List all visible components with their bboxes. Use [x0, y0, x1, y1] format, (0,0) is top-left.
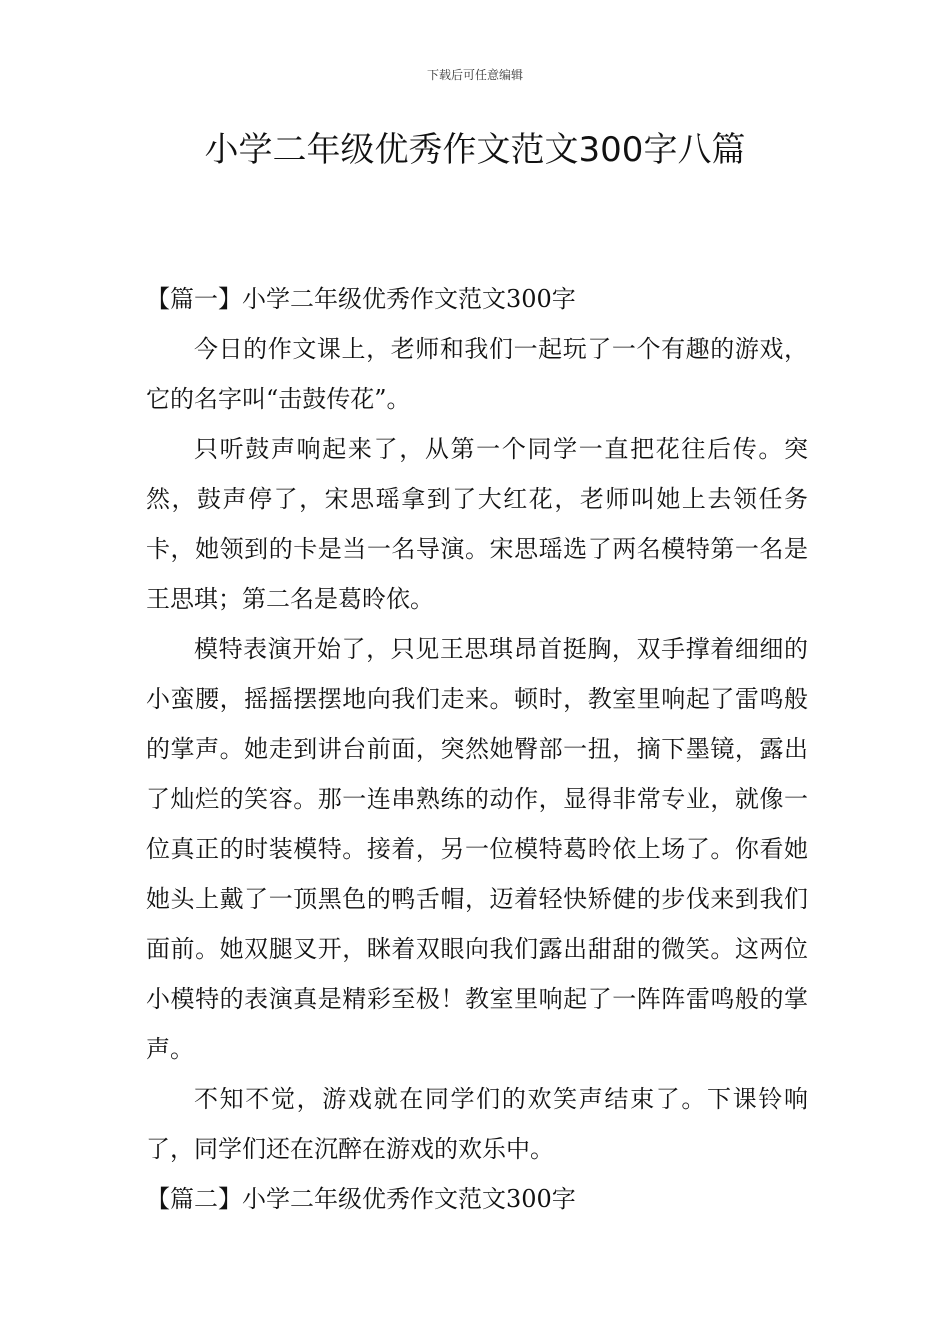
- paragraph-1-2: 只听鼓声响起来了，从第一个同学一直把花往后传。突然，鼓声停了，宋思瑶拿到了大红花，老师叫她上去领任务卡，她领到的卡是当一名导演。宋思瑶选了两名模特第一名是王思琪；第二名是葛昤依。: [146, 435, 808, 613]
- paragraph-1-3: 模特表演开始了，只见王思琪昂首挺胸，双手撑着细细的小蛮腰，摇摇摆摆地向我们走来。顿时，教室里响起了雷鸣般的掌声。她走到讲台前面，突然她臀部一扭，摘下墨镜，露出了灿烂的笑容。那一连串熟练的动作，显得非常专业，就像一位真正的时装模特。接着，另一位模特葛昤依上场了。你看她她头上戴了一顶黑色的鸭舌帽，迈着轻快矫健的步伐来到我们面前。她双腿叉开，眯着双眼向我们露出甜甜的微笑。这两位小模特的表演真是精彩至极！教室里响起了一阵阵雷鸣般的掌声。: [146, 635, 808, 1063]
- document-body: [146, 274, 808, 1224]
- paragraph-1-4: 不知不觉，游戏就在同学们的欢笑声结束了。下课铃响了，同学们还在沉醉在游戏的欢乐中。: [146, 1085, 808, 1163]
- section-heading-2: 【篇二】小学二年级优秀作文范文300字: [146, 1185, 576, 1213]
- header-note: 下载后可任意编辑: [426, 68, 523, 82]
- document-title: 小学二年级优秀作文范文300字八篇: [204, 130, 746, 170]
- paragraph-1-1: 今日的作文课上，老师和我们一起玩了一个有趣的游戏，它的名字叫“击鼓传花”。: [146, 335, 808, 413]
- section-heading-1: 【篇一】小学二年级优秀作文范文300字: [146, 285, 576, 313]
